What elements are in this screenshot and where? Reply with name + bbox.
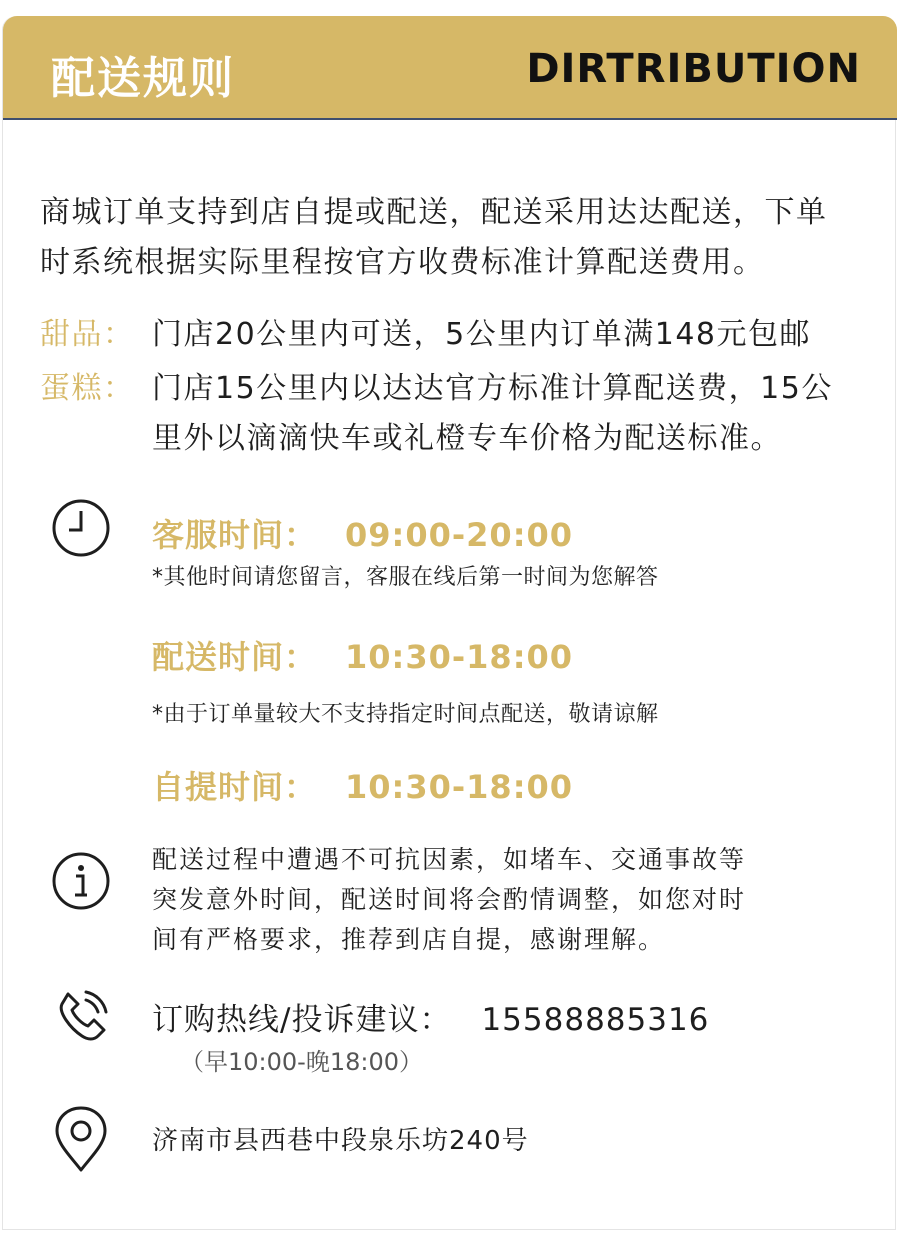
delivery-notice (152, 840, 762, 960)
cake-rule (40, 364, 880, 464)
notice-line-1: 配送过程中遭遇不可抗因素，如堵车、交通事故等 (152, 845, 747, 874)
hotline-label: 订购热线/投诉建议： (152, 1002, 452, 1038)
service-time-value: 09:00-20:00 (345, 516, 574, 554)
cake-label: 蛋糕： (40, 371, 135, 406)
intro-line-2: 时系统根据实际里程按官方收费标准计算配送费用。 (40, 245, 765, 280)
pickup-time-value: 10:30-18:00 (345, 768, 574, 806)
service-time-note: *其他时间请您留言，客服在线后第一时间为您解答 (152, 565, 659, 590)
info-icon (50, 850, 112, 916)
cake-text-line-1: 门店15公里内以达达官方标准计算配送费，15公 (152, 371, 833, 406)
phone-icon (48, 982, 116, 1052)
intro-line-1: 商城订单支持到店自提或配送，配送采用达达配送，下单 (40, 195, 828, 230)
delivery-time-label: 配送时间： (152, 638, 318, 676)
page-title-english: DIRTRIBUTION (526, 46, 861, 92)
hotline-hours: （早10:00-晚18:00） (180, 1048, 423, 1076)
hotline (152, 994, 709, 1039)
cake-text (152, 364, 877, 464)
notice-line-2: 突发意外时间，配送时间将会酌情调整，如您对时 (152, 885, 747, 914)
pickup-time-label: 自提时间： (152, 768, 318, 806)
intro-paragraph (40, 188, 870, 288)
dessert-label: 甜品： (40, 317, 135, 352)
pickup-time (152, 762, 573, 808)
hotline-number[interactable]: 15588885316 (481, 1002, 710, 1038)
cake-text-line-2: 里外以滴滴快车或礼橙专车价格为配送标准。 (152, 421, 782, 456)
store-address: 济南市县西巷中段泉乐坊240号 (152, 1126, 529, 1156)
delivery-time-value: 10:30-18:00 (345, 638, 574, 676)
header-bar (3, 16, 897, 120)
page-title: 配送规则 (51, 53, 235, 104)
location-pin-icon (52, 1104, 110, 1178)
delivery-time (152, 632, 573, 678)
service-time (152, 510, 573, 556)
dessert-text: 门店20公里内可送，5公里内订单满148元包邮 (152, 317, 812, 352)
delivery-time-note: *由于订单量较大不支持指定时间点配送，敬请谅解 (152, 702, 659, 727)
service-time-label: 客服时间： (152, 516, 318, 554)
clock-icon (50, 497, 112, 563)
notice-line-3: 间有严格要求，推荐到店自提，感谢理解。 (152, 925, 666, 954)
